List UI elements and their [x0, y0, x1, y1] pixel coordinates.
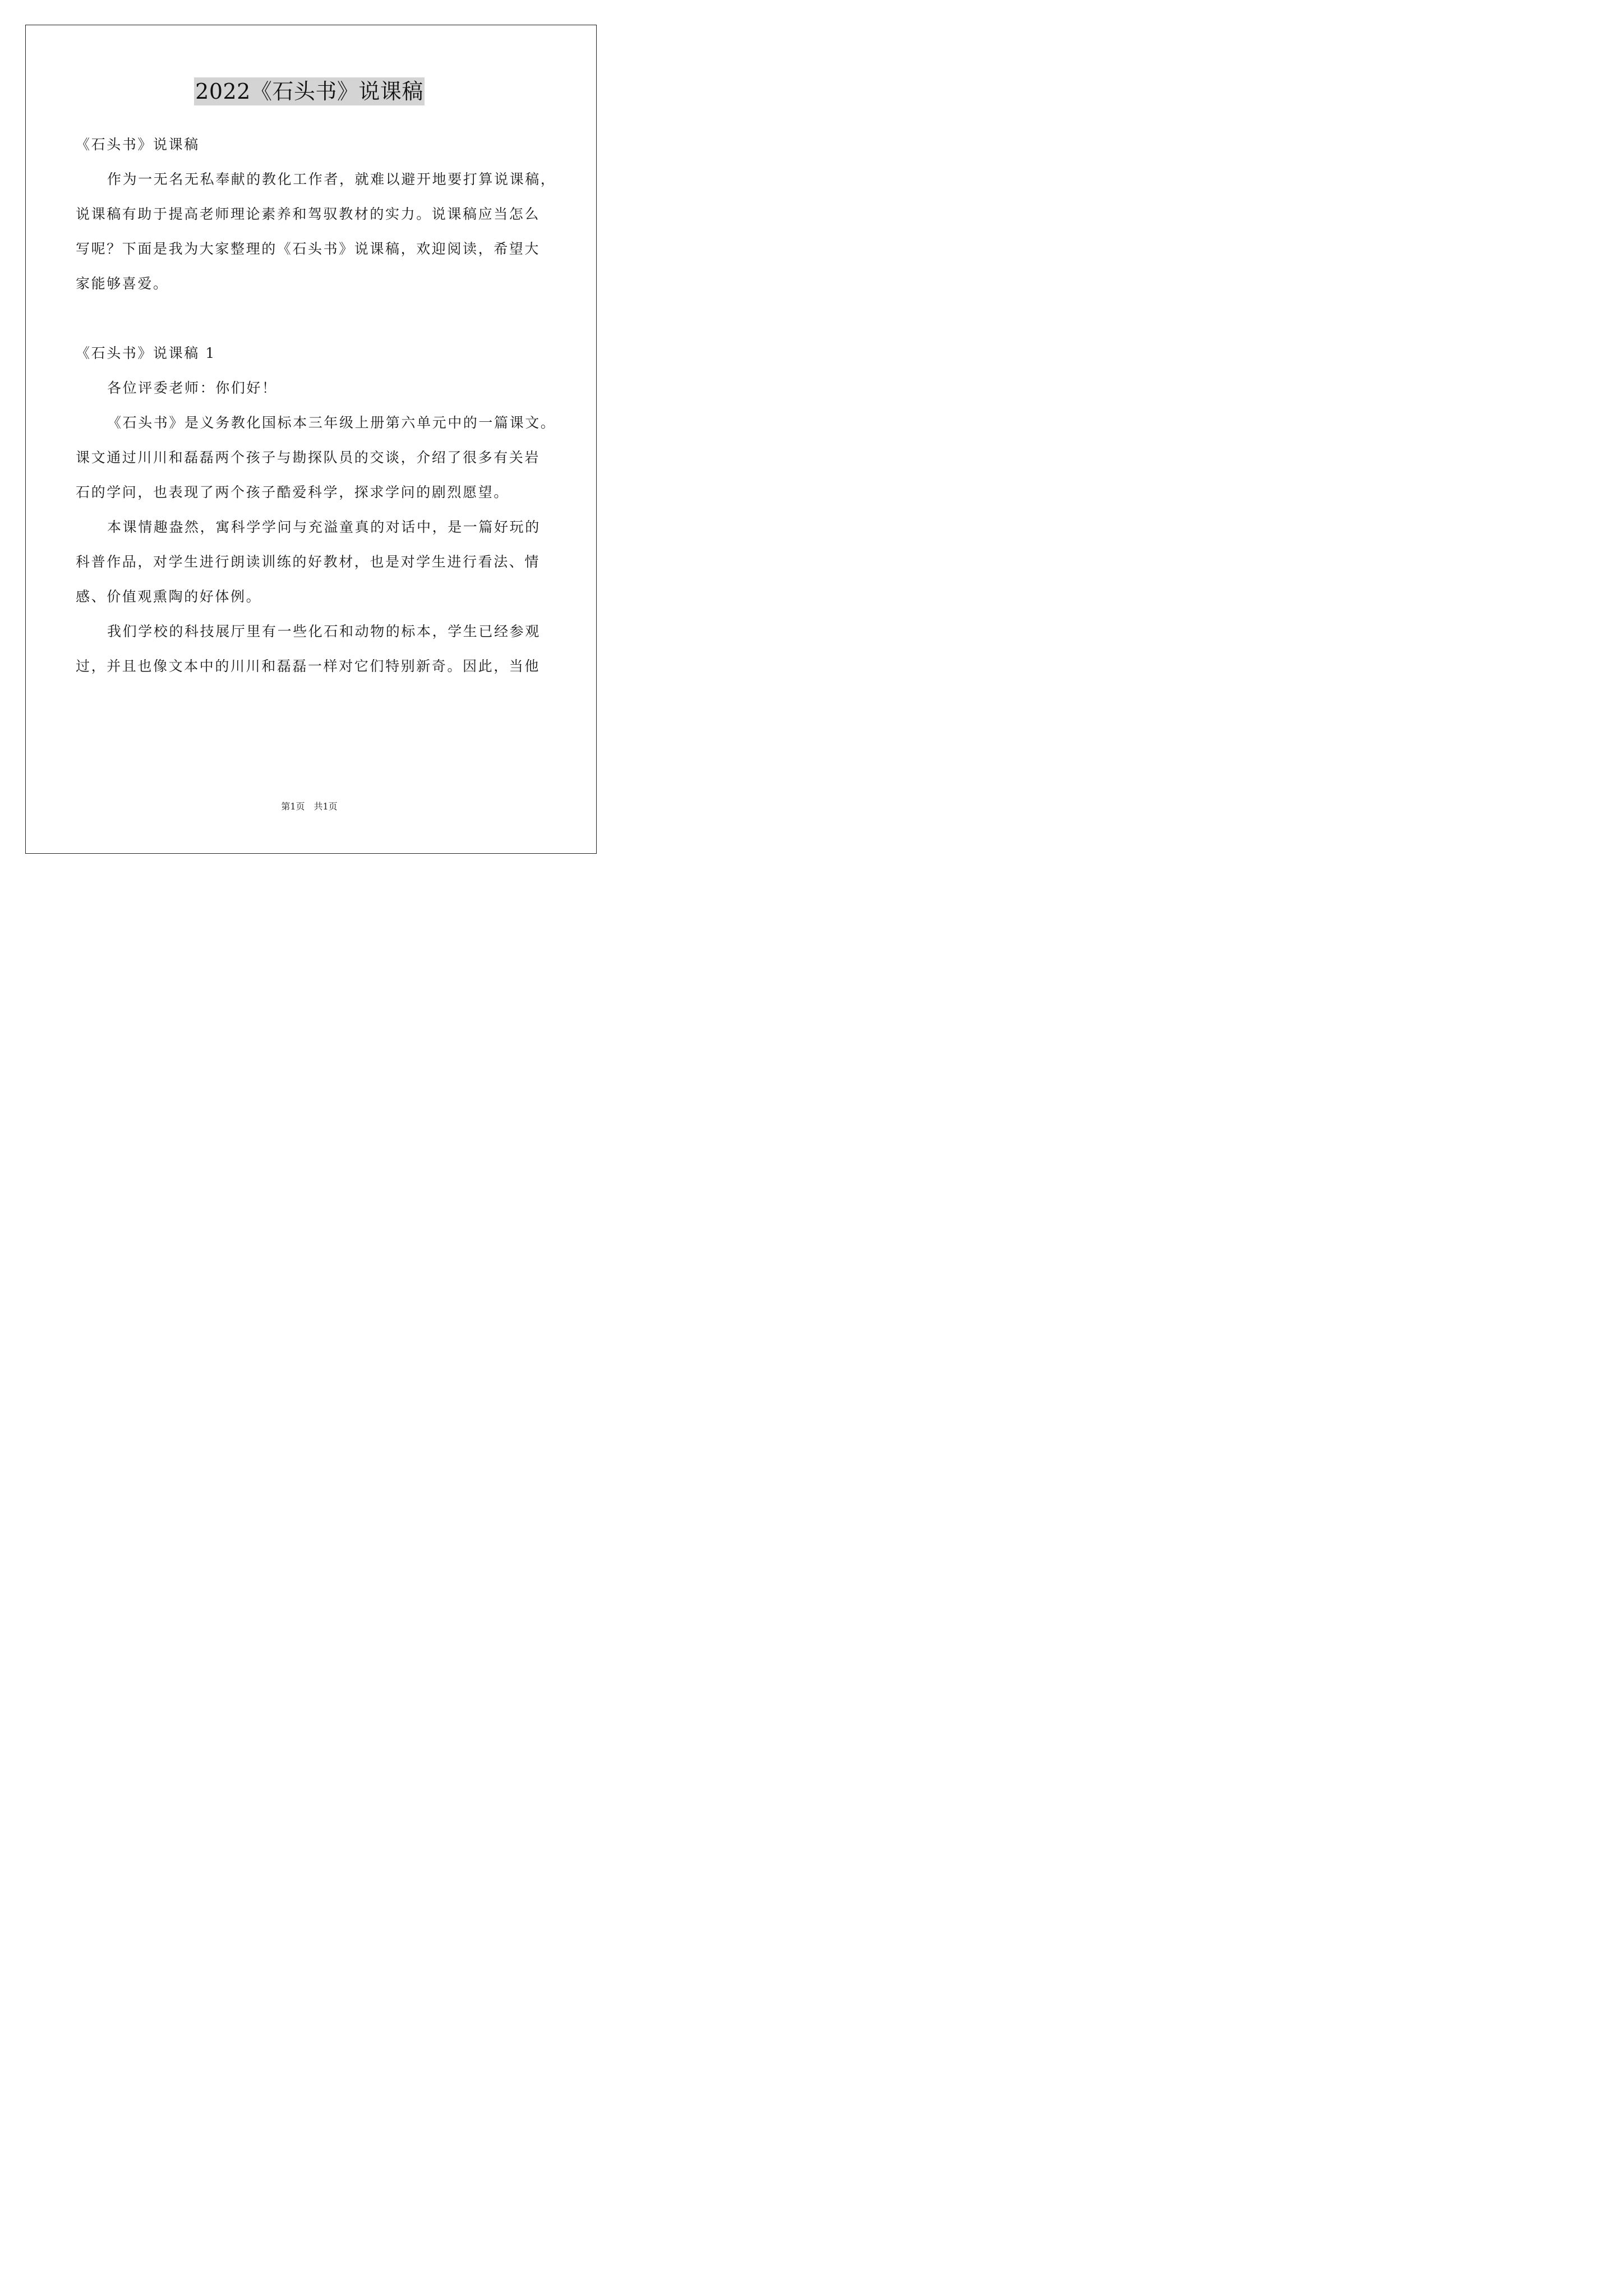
blank-line [76, 301, 547, 336]
paragraph-line: 我们学校的科技展厅里有一些化石和动物的标本，学生已经参观 [107, 623, 541, 639]
paragraph-line: 课文通过川川和磊磊两个孩子与勘探队员的交谈，介绍了很多有关岩 [76, 449, 541, 466]
intro-line: 写呢？下面是我为大家整理的《石头书》说课稿，欢迎阅读，希望大 [76, 241, 541, 257]
paragraph-line: 过，并且也像文本中的川川和磊磊一样对它们特别新奇。因此，当他 [76, 658, 541, 674]
title-container [0, 77, 619, 105]
intro-line: 说课稿有助于提高老师理论素养和驾驭教材的实力。说课稿应当怎么 [76, 206, 541, 222]
section-heading: 《石头书》说课稿 1 [76, 345, 216, 361]
greeting: 各位评委老师：你们好！ [107, 380, 278, 396]
intro-line: 家能够喜爱。 [76, 275, 169, 292]
intro-line: 作为一无名无私奉献的教化工作者，就难以避开地要打算说课稿， [107, 171, 556, 187]
paragraph-line: 感、价值观熏陶的好体例。 [76, 588, 262, 605]
paragraph-line: 石的学问，也表现了两个孩子酷爱科学，探求学问的剧烈愿望。 [76, 484, 509, 500]
subtitle: 《石头书》说课稿 [76, 136, 200, 153]
document-body [76, 127, 556, 684]
document-title: 2022《石头书》说课稿 [194, 77, 425, 105]
page-footer: 第1页 共1页 [281, 801, 338, 812]
paragraph-line: 本课情趣盎然，寓科学学问与充溢童真的对话中，是一篇好玩的 [107, 519, 541, 535]
paragraph-line: 科普作品，对学生进行朗读训练的好教材，也是对学生进行看法、情 [76, 554, 541, 570]
paragraph-line: 《石头书》是义务教化国标本三年级上册第六单元中的一篇课文。 [107, 415, 556, 431]
